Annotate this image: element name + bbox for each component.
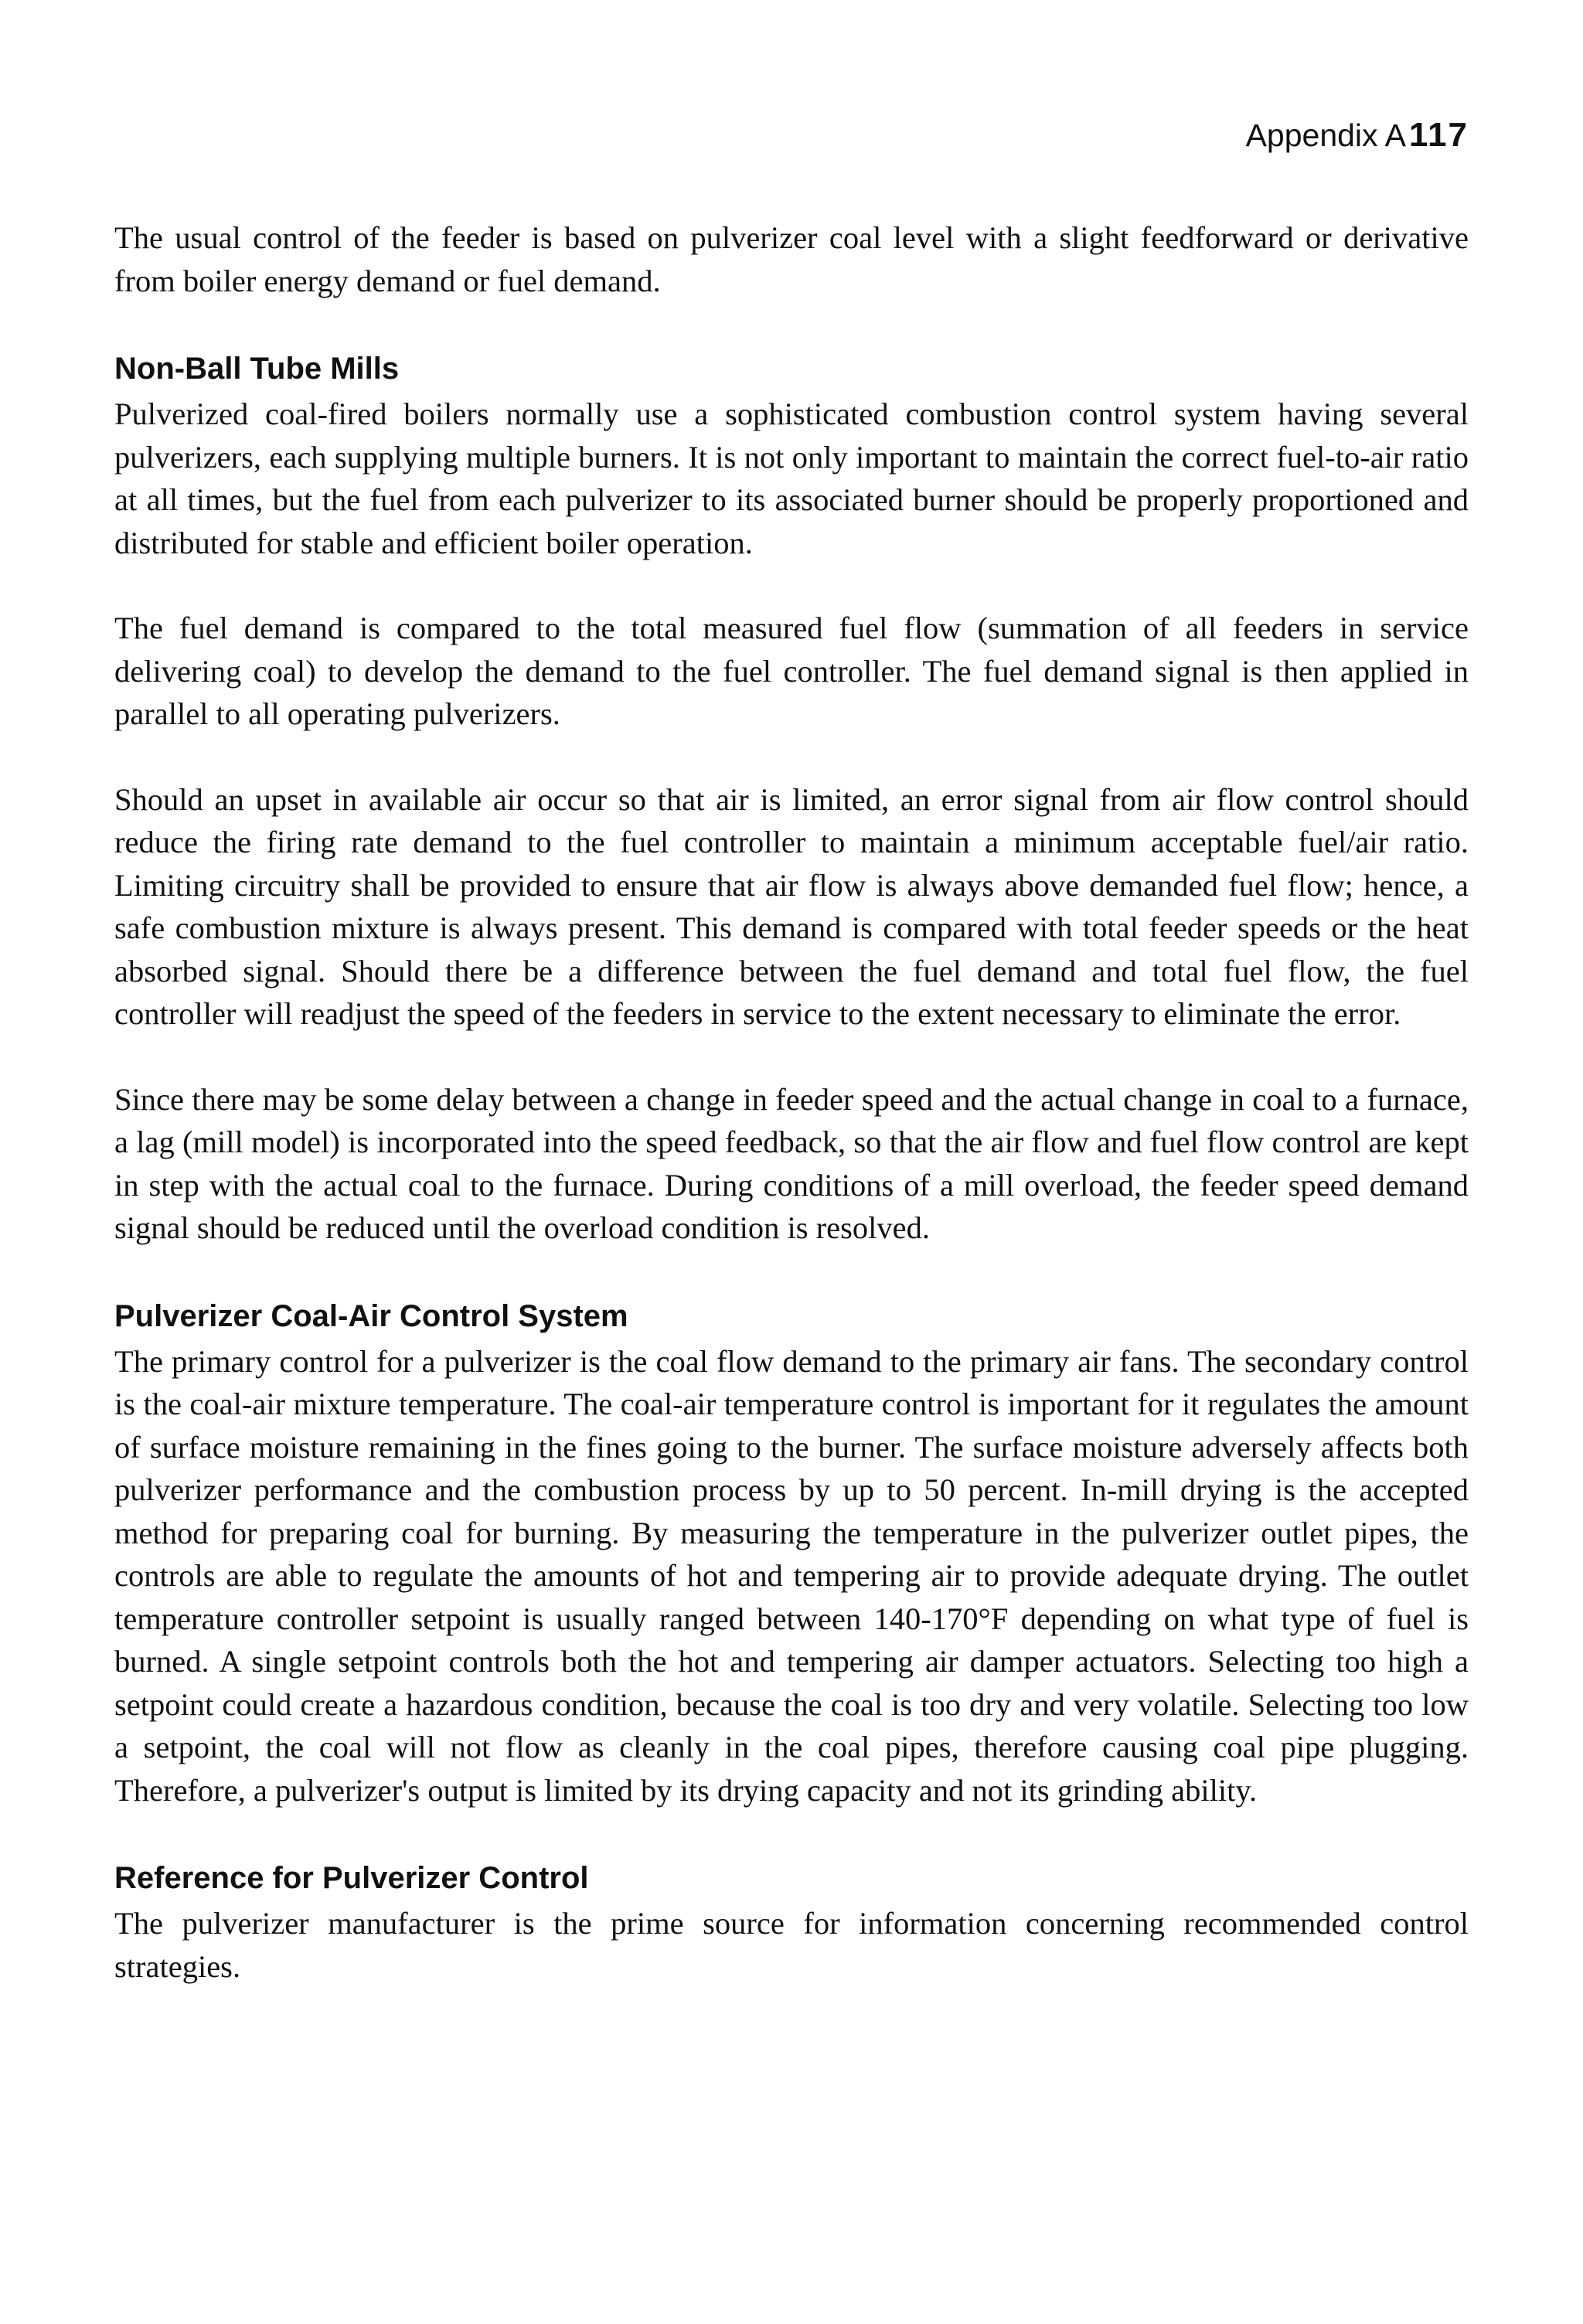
page-content xyxy=(114,216,1469,1988)
paragraph-reference-1: The pulverizer manufacturer is the prime source for information concerning recommended control strategies. xyxy=(114,1906,1469,1984)
paragraph-coal-air-1: The primary control for a pulverizer is the coal flow demand to the primary air fans. The secondary control is the coal-air mixture temperature. The coal-air temperature control is important for it regulates the amount of surface moisture remaining in the fines going to the burner. The surface moisture adversely affects both pulverizer performance and the combustion process by up to 50 percent. In-mill drying is the accepted method for preparing coal for burning. By measuring the temperature in the pulverizer outlet pipes, the controls are able to regulate the amounts of hot and tempering air to provide adequate drying. The outlet temperature controller setpoint is usually ranged between 140-170°F depending on what type of fuel is burned. A single setpoint controls both the hot and tempering air damper actuators. Selecting too high a setpoint could create a hazardous condition, because the coal is too dry and very volatile. Selecting too low a setpoint, the coal will not flow as cleanly in the coal pipes, therefore causing coal pipe plugging. Therefore, a pulverizer's output is limited by its drying capacity and not its grinding ability. xyxy=(114,1343,1469,1808)
paragraph-non-ball-2: The fuel demand is compared to the total measured fuel flow (summation of all feeders in service delivering coal) to develop the demand to the fuel controller. The fuel demand signal is then applied in parallel to all operating pulverizers. xyxy=(114,611,1469,731)
paragraph-non-ball-3: Should an upset in available air occur so that air is limited, an error signal from air flow control should reduce the firing rate demand to the fuel controller to maintain a minimum acceptable fuel/air ratio. Limiting circuitry shall be provided to ensure that air flow is always above demanded fuel flow; hence, a safe combustion mixture is always present. This demand is compared with total feeder speeds or the heat absorbed signal. Should there be a difference between the fuel demand and total fuel flow, the fuel controller will readjust the speed of the feeders in service to the extent necessary to eliminate the error. xyxy=(114,781,1469,1031)
header-label: Appendix A xyxy=(1245,117,1407,153)
section-heading-non-ball-tube-mills: Non-Ball Tube Mills xyxy=(114,352,400,386)
paragraph-non-ball-1: Pulverized coal-fired boilers normally use a sophisticated combustion control system having several pulverizers, each supplying multiple burners. It is not only important to maintain the correct fuel-to-air ratio at all times, but the fuel from each pulverizer to its associated burner should be properly proportioned and distributed for stable and efficient boiler operation. xyxy=(114,396,1469,560)
page-number: 117 xyxy=(1409,116,1469,154)
paragraph-non-ball-4: Since there may be some delay between a change in feeder speed and the actual change in coal to a furnace, a lag (mill model) is incorporated into the speed feedback, so that the air flow and fuel flow control are kept in step with the actual coal to the furnace. During conditions of a mill overload, the feeder speed demand signal should be reduced until the overload condition is resolved. xyxy=(114,1081,1469,1245)
running-header xyxy=(1246,116,1469,155)
intro-paragraph: The usual control of the feeder is based on pulverizer coal level with a slight feedforward or derivative from boiler energy demand or fuel demand. xyxy=(114,220,1469,298)
section-heading-reference: Reference for Pulverizer Control xyxy=(114,1861,589,1895)
section-heading-coal-air-control: Pulverizer Coal-Air Control System xyxy=(114,1298,628,1333)
